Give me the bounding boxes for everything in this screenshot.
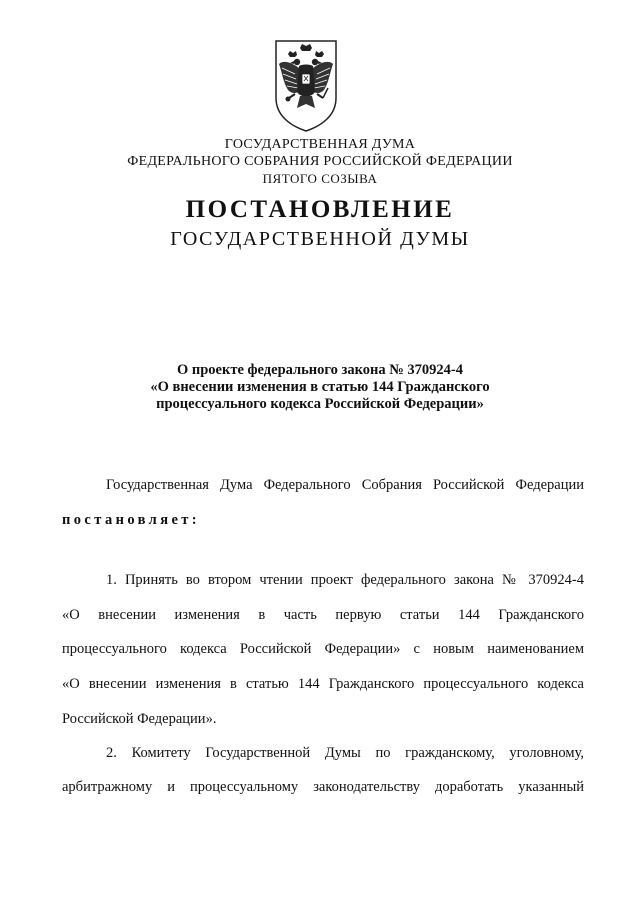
document-type: ПОСТАНОВЛЕНИЕ xyxy=(185,196,455,223)
org-name-line1: ГОСУДАРСТВЕННАЯ ДУМА xyxy=(224,137,416,152)
document-title-line2: «О внесении изменения в статью 144 Гражданского xyxy=(150,379,490,395)
decree-word: постановляет: xyxy=(62,512,201,528)
intro-text: Государственная Дума Федерального Собрания Российской Федерации xyxy=(106,477,584,493)
paragraph-1-line: «О внесении изменения в часть первую статьи 144 Гражданского xyxy=(62,607,584,623)
document-title-line3: процессуального кодекса Российской Федерации» xyxy=(156,396,484,412)
convocation: ПЯТОГО СОЗЫВА xyxy=(262,171,378,186)
org-name-line2: ФЕДЕРАЛЬНОГО СОБРАНИЯ РОССИЙСКОЙ ФЕДЕРАЦИИ xyxy=(127,154,513,169)
paragraph-2-line: арбитражному и процессуальному законодательству доработать указанный xyxy=(62,779,584,795)
paragraph-2-line: 2. Комитету Государственной Думы по гражданскому, уголовному, xyxy=(106,745,584,761)
paragraph-1-line: «О внесении изменения в статью 144 Гражданского процессуального кодекса xyxy=(62,676,584,692)
document-subtype: ГОСУДАРСТВЕННОЙ ДУМЫ xyxy=(170,228,470,250)
coat-of-arms-emblem xyxy=(273,38,339,134)
paragraph-1-line: 1. Принять во втором чтении проект федерального закона № 370924-4 xyxy=(106,572,584,588)
document-title-line1: О проекте федерального закона № 370924-4 xyxy=(176,362,464,378)
paragraph-1-line: процессуального кодекса Российской Федерации» с новым наименованием xyxy=(62,641,584,657)
paragraph-1-line: Российской Федерации». xyxy=(62,711,217,727)
